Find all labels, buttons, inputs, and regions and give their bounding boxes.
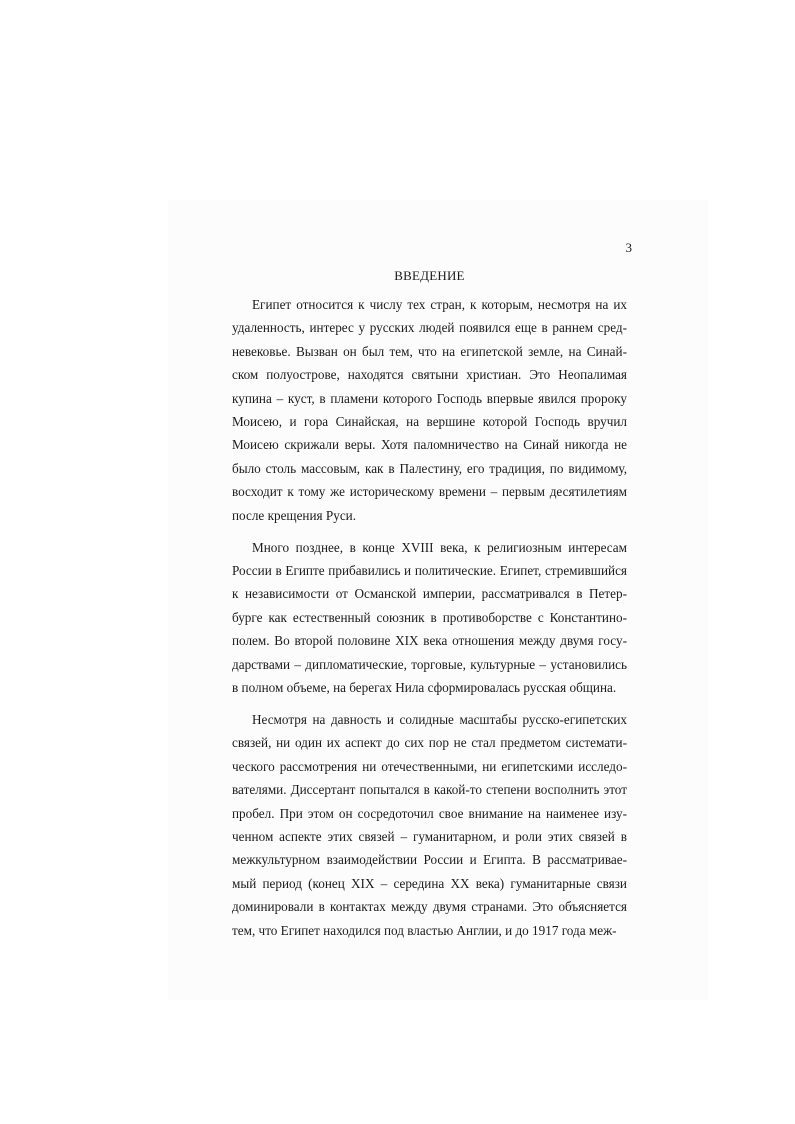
body-text xyxy=(232,293,627,950)
paragraph-1: Египет относится к числу тех стран, к которым, несмотря на их удаленность, интерес у русских людей появился еще в раннем средневековье. Вызван он был тем, что на египетской земле, на Синайском полуострове, находятся святыни христиан. Это Неопалимая купина – куст, в пламени которого Господь впервые явился пророку Моисею, и гора Синайская, на вершине которой Господь вручил Моисею скрижали веры. Хотя паломничество на Синай никогда не было столь массовым, как в Палестину, его традиция, по видимому, восходит к тому же историческому времени – первым десятилетиям после крещения Руси. xyxy=(232,297,627,523)
section-heading: ВВЕДЕНИЕ xyxy=(394,268,465,283)
page-number: 3 xyxy=(625,240,632,255)
paragraph-3: Несмотря на давность и солидные масштабы русско-египетских связей, ни один их аспект до сих пор не стал предметом систематического рассмотрения ни отечественными, ни египетскими исследователями. Диссертант попытался в какой-то степени восполнить этот пробел. При этом он сосредоточил свое внимание на наименее изученном аспекте этих связей – гуманитарном, и роли этих связей в межкультурном взаимодействии России и Египта. В рассматриваемый период (конец XIX – середина XX века) гуманитарные связи доминировали в контактах между двумя странами. Это объясняется тем, что Египет находился под властью Англии, и до 1917 года меж- xyxy=(232,711,627,938)
paragraph-2: Много позднее, в конце XVIII века, к религиозным интересам России в Египте прибавились и политические. Египет, стремившийся к независимости от Османской империи, рассматривался в Петербурге как естественный союзник в противоборстве с Константинополем. Во второй половине XIX века отношения между двумя государствами – дипломатические, торговые, культурные – установились в полном объеме, на берегах Нила сформировалась русская община. xyxy=(232,539,627,695)
